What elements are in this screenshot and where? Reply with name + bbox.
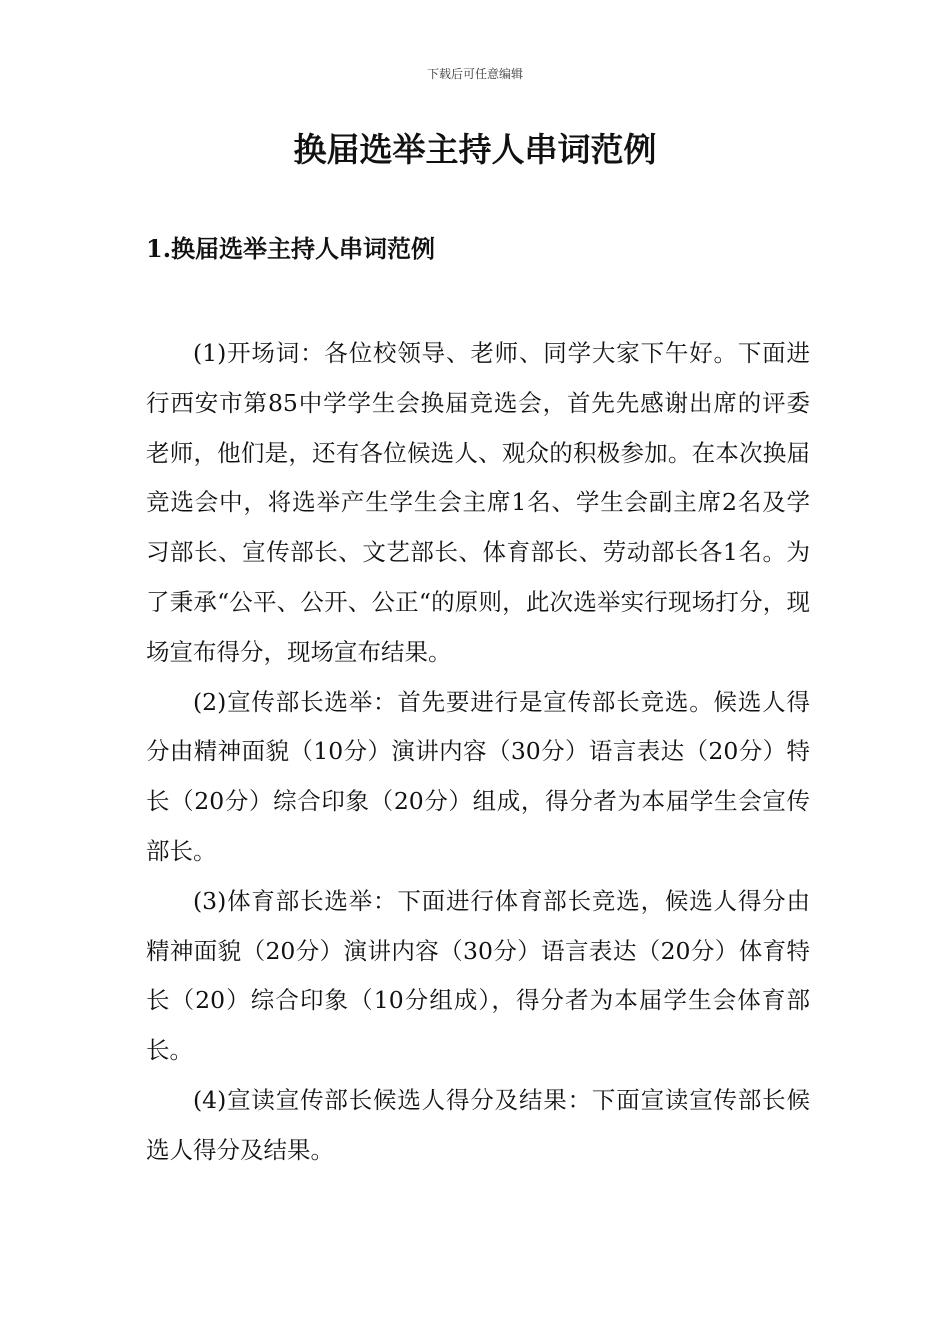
paragraph-opening: (1)开场词：各位校领导、老师、同学大家下午好。下面进行西安市第85中学学生会换届竞选会，首先先感谢出席的评委老师，他们是，还有各位候选人、观众的积极参加。在本次换届竞选会中，将选举产生学生会主席1名、学生会副主席2名及学习部长、宣传部长、文艺部长、体育部长、劳动部长各1名。为了秉承“公平、公开、公正“的原则，此次选举实行现场打分，现场宣布得分，现场宣布结果。 [146, 339, 810, 666]
section-heading: 1.换届选举主持人串词范例 [146, 234, 436, 263]
paragraph-sports-election: (3)体育部长选举：下面进行体育部长竞选，候选人得分由精神面貌（20分）演讲内容（30分）语言表达（20分）体育特长（20）综合印象（10分组成），得分者为本届学生会体育部长。 [146, 886, 810, 1065]
document-title: 换届选举主持人串词范例 [293, 130, 657, 169]
document-body [146, 329, 810, 1176]
paragraph-announce-results: (4)宣读宣传部长候选人得分及结果：下面宣读宣传部长候选人得分及结果。 [146, 1085, 810, 1164]
paragraph-publicity-election: (2)宣传部长选举：首先要进行是宣传部长竞选。候选人得分由精神面貌（10分）演讲内容（30分）语言表达（20分）特长（20分）综合印象（20分）组成，得分者为本届学生会宣传部长。 [146, 687, 810, 865]
page-header-note: 下载后可任意编辑 [426, 67, 523, 81]
